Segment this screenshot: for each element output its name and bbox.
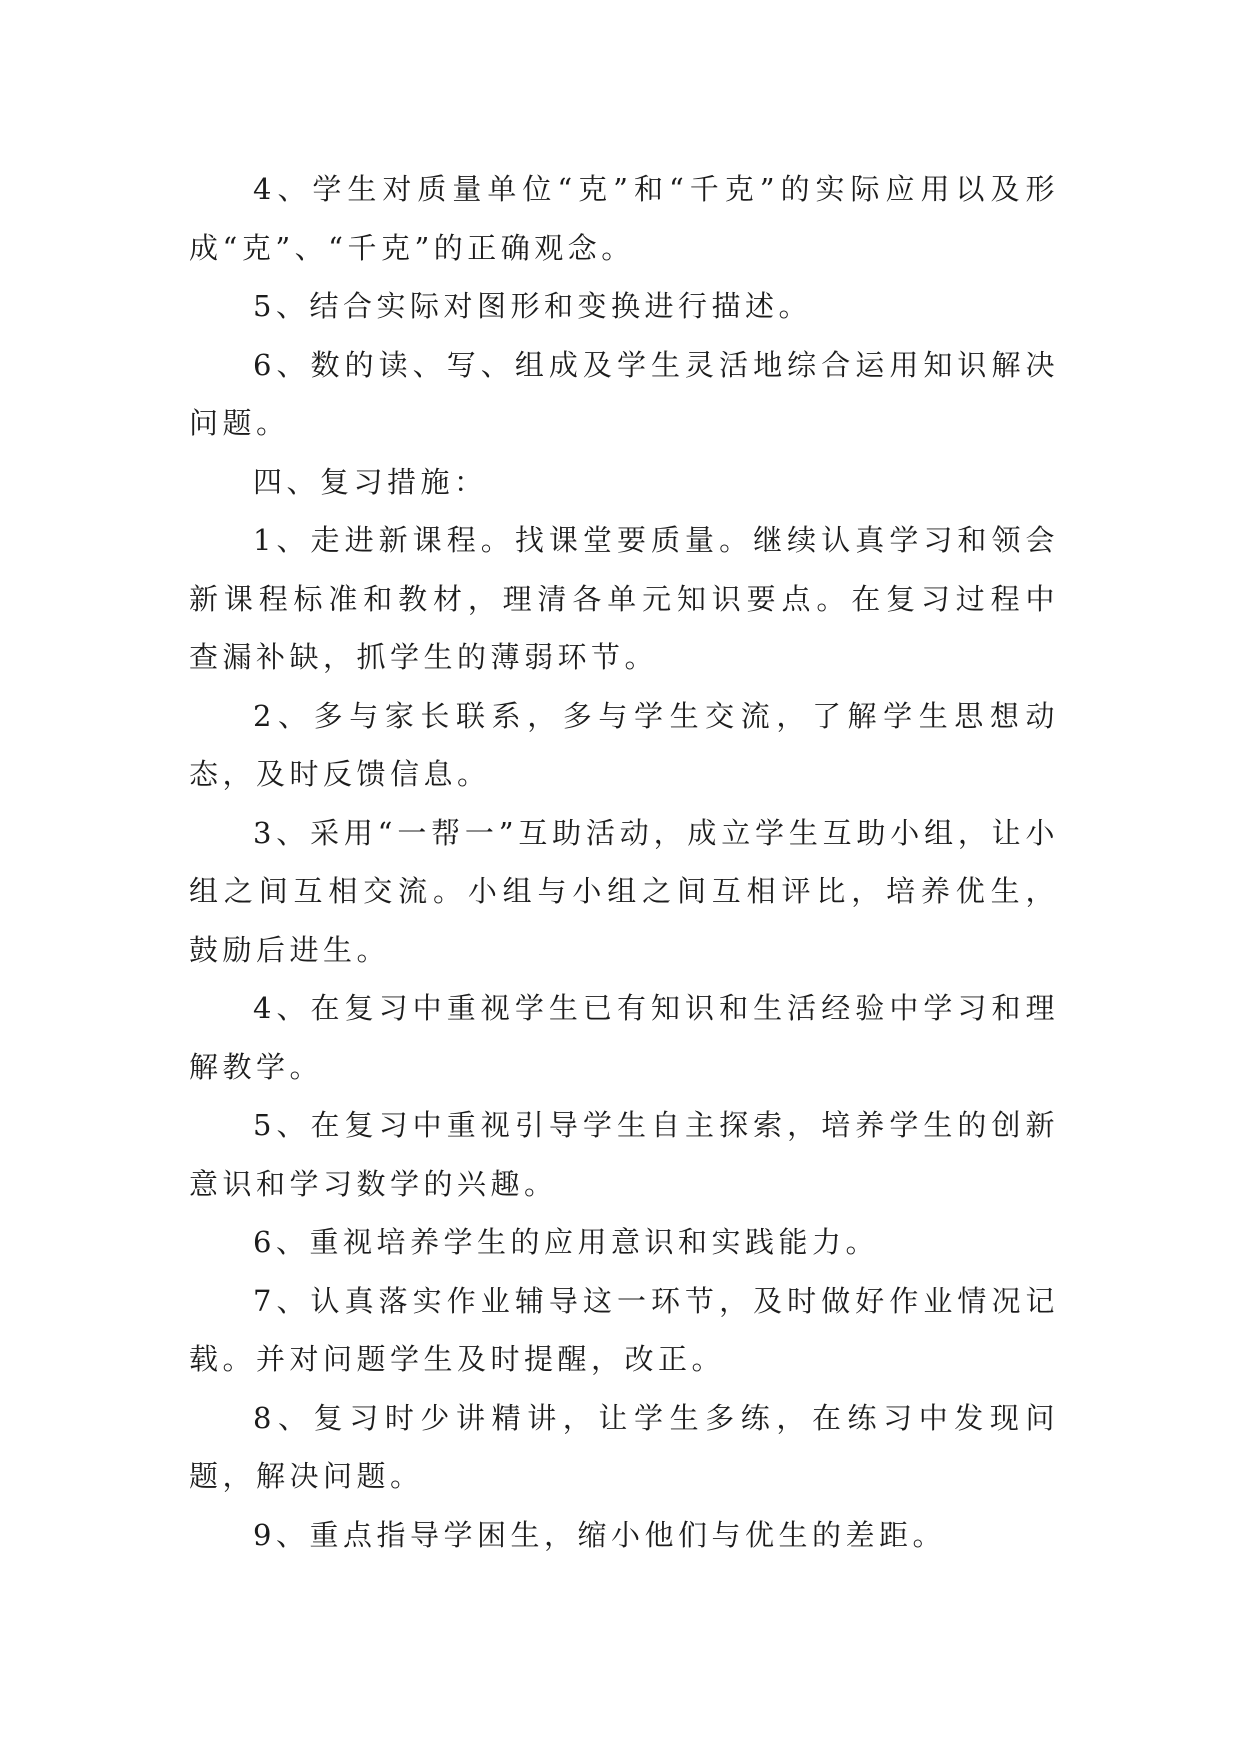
document-body: [189, 160, 1059, 1564]
section-heading-review-measures: 四、复习措施：: [253, 464, 488, 499]
measure-item-2: 2、多与家长联系，多与学生交流，了解学生思想动态，及时反馈信息。: [189, 698, 1059, 791]
measure-item-3: 3、采用“一帮一”互助活动，成立学生互助小组，让小组之间互相交流。小组与小组之间互相评比，培养优生，鼓励后进生。: [189, 815, 1059, 967]
paragraph-item-5-shapes: 5、结合实际对图形和变换进行描述。: [253, 289, 812, 323]
measure-item-5: 5、在复习中重视引导学生自主探索，培养学生的创新意识和学习数学的兴趣。: [189, 1108, 1059, 1201]
measure-item-6: 6、重视培养学生的应用意识和实践能力。: [253, 1225, 879, 1259]
measure-item-1: 1、走进新课程。找课堂要质量。继续认真学习和领会新课程标准和教材，理清各单元知识要点。在复习过程中查漏补缺，抓学生的薄弱环节。: [189, 523, 1059, 674]
measure-item-4: 4、在复习中重视学生已有知识和生活经验中学习和理解教学。: [189, 991, 1059, 1084]
measure-item-8: 8、复习时少讲精讲，让学生多练，在练习中发现问题，解决问题。: [189, 1400, 1059, 1493]
paragraph-item-4-gram-kilogram: 4、学生对质量单位“克”和“千克”的实际应用以及形成“克”、“千克”的正确观念。: [189, 172, 1059, 265]
measure-item-7: 7、认真落实作业辅导这一环节，及时做好作业情况记载。并对问题学生及时提醒，改正。: [189, 1283, 1059, 1376]
measure-item-9: 9、重点指导学困生，缩小他们与优生的差距。: [253, 1517, 946, 1552]
paragraph-item-6-numbers: 6、数的读、写、组成及学生灵活地综合运用知识解决问题。: [189, 347, 1059, 440]
